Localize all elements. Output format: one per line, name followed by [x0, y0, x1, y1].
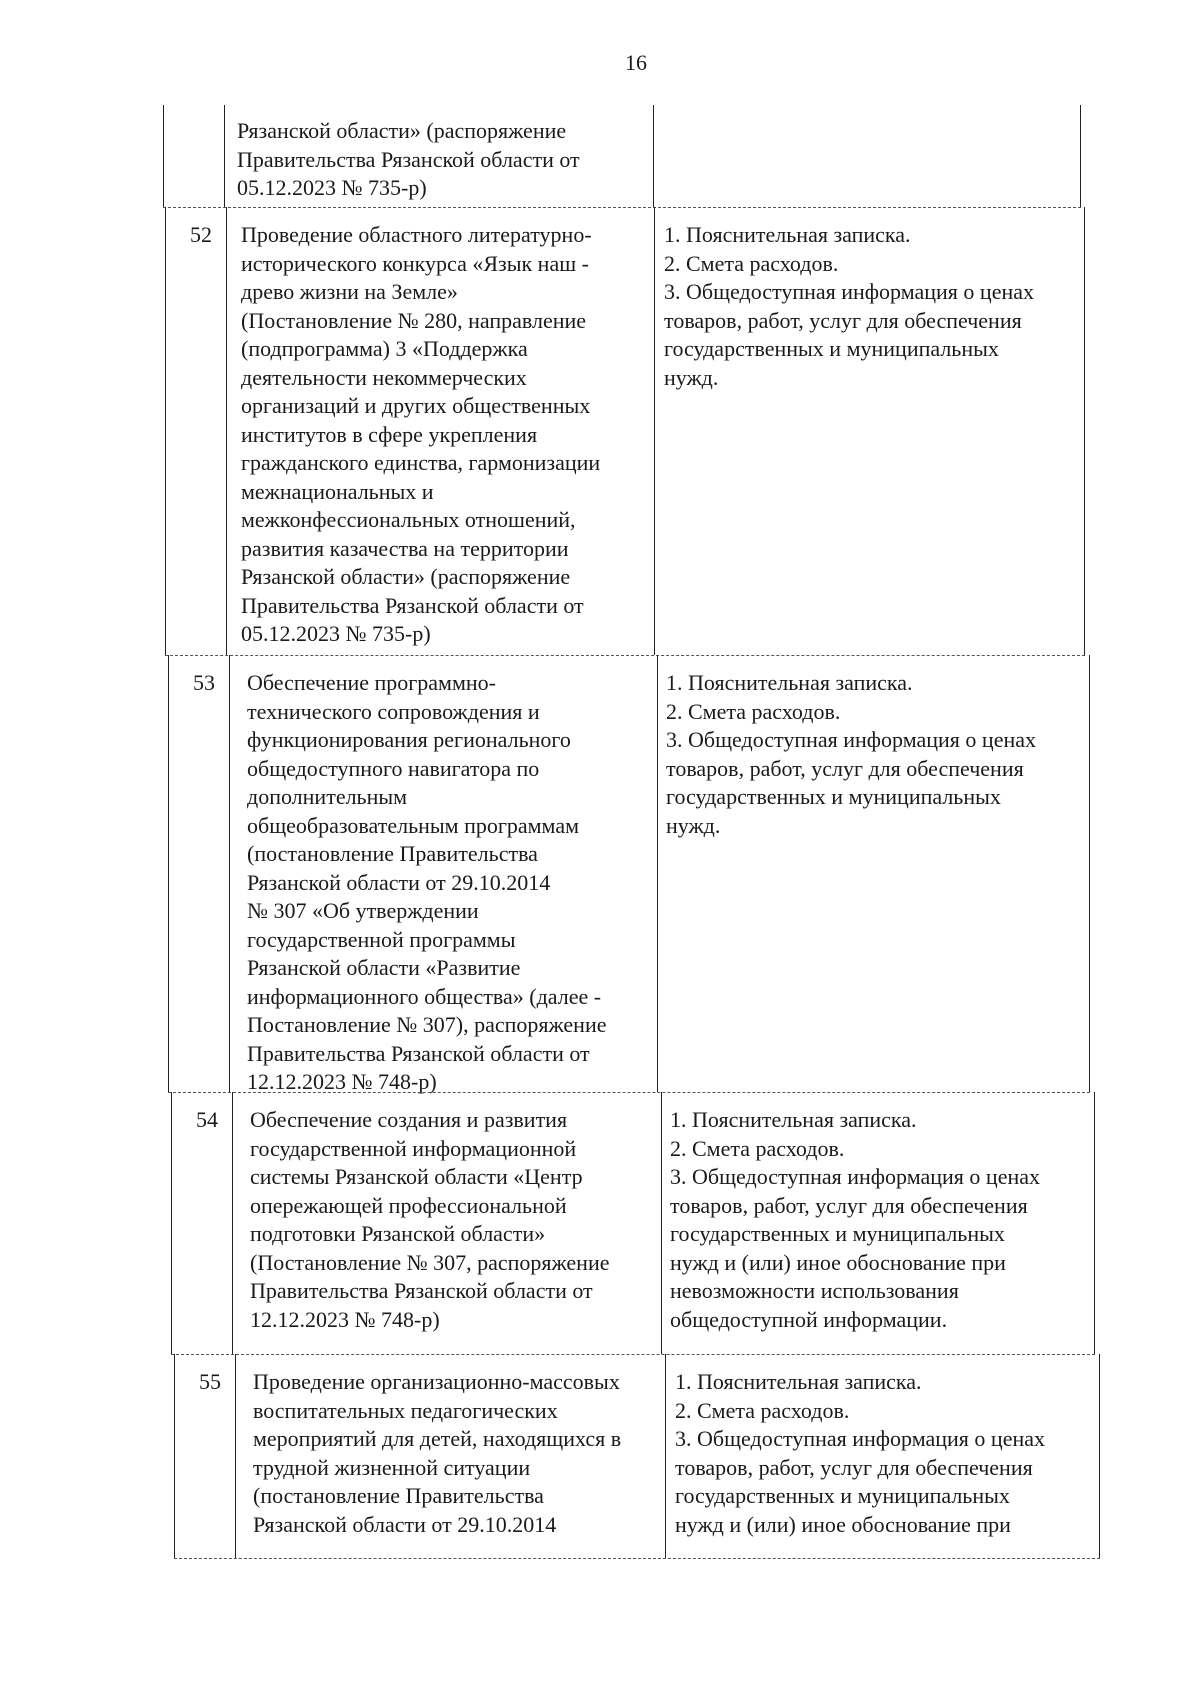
table-row [165, 207, 1085, 655]
row-description: Обеспечение программно- технического сопровождения и функционирования регионального общедоступного навигатора по дополнительным общеобразовательным программам (постановление Правительства Рязанской области от 29.10.2014 № 307 «Об утверждении государственной программы Рязанской области «Развитие информационного общества» (далее - Постановление № 307), распоряжение Правительства Рязанской области от 12.12.2023 № 748-р) [247, 670, 607, 1094]
row-documents: 1. Пояснительная записка. 2. Смета расходов. 3. Общедоступная информация о ценах товаров, работ, услуг для обеспечения государственных и муниципальных нужд и (или) иное обоснование при невозможности использования общедоступной информации. [670, 1107, 1041, 1332]
row-divider [174, 1558, 1100, 1559]
row-number [164, 105, 210, 207]
row-description: Проведение областного литературно- исторического конкурса «Язык наш - древо жизни на Земле» (Постановление № 280, направление (подпрограмма) 3 «Поддержка деятельности некоммерческих организаций и других общественных институтов в сфере укрепления гражданского единства, гармонизации межнациональных и межконфессиональных отношений, развития казачества на территории Рязанской области» (распоряжение Правительства Рязанской области от 05.12.2023 № 735-р) [241, 222, 601, 646]
row-description: Обеспечение создания и развития государственной информационной системы Рязанской области «Центр опережающей профессиональной подготовки Рязанской области» (Постановление № 307, распоряжение Правительства Рязанской области от 12.12.2023 № 748-р) [250, 1107, 610, 1332]
row-number: 52 [190, 222, 212, 247]
row-number: 55 [199, 1369, 221, 1394]
table-row [168, 655, 1090, 1092]
row-description: Проведение организационно-массовых воспитательных педагогических мероприятий для детей, находящихся в трудной жизненной ситуации (постановление Правительства Рязанской области от 29.10.2014 [253, 1369, 622, 1537]
table-row [174, 1354, 1100, 1558]
row-documents: 1. Пояснительная записка. 2. Смета расходов. 3. Общедоступная информация о ценах товаров, работ, услуг для обеспечения государственных и муниципальных нужд. [666, 670, 1037, 838]
row-number: 53 [193, 670, 215, 695]
row-documents: 1. Пояснительная записка. 2. Смета расходов. 3. Общедоступная информация о ценах товаров, работ, услуг для обеспечения государственных и муниципальных нужд и (или) иное обоснование при [675, 1369, 1046, 1537]
row-number: 54 [196, 1107, 218, 1132]
row-description: Рязанской области» (распоряжение Правительства Рязанской области от 05.12.2023 № 735-р) [237, 118, 580, 200]
row-documents [662, 105, 1072, 207]
table-row [163, 105, 1081, 207]
page-number: 16 [625, 50, 647, 75]
table-row [171, 1092, 1095, 1354]
row-documents: 1. Пояснительная записка. 2. Смета расходов. 3. Общедоступная информация о ценах товаров, работ, услуг для обеспечения государственных и муниципальных нужд. [664, 222, 1035, 390]
